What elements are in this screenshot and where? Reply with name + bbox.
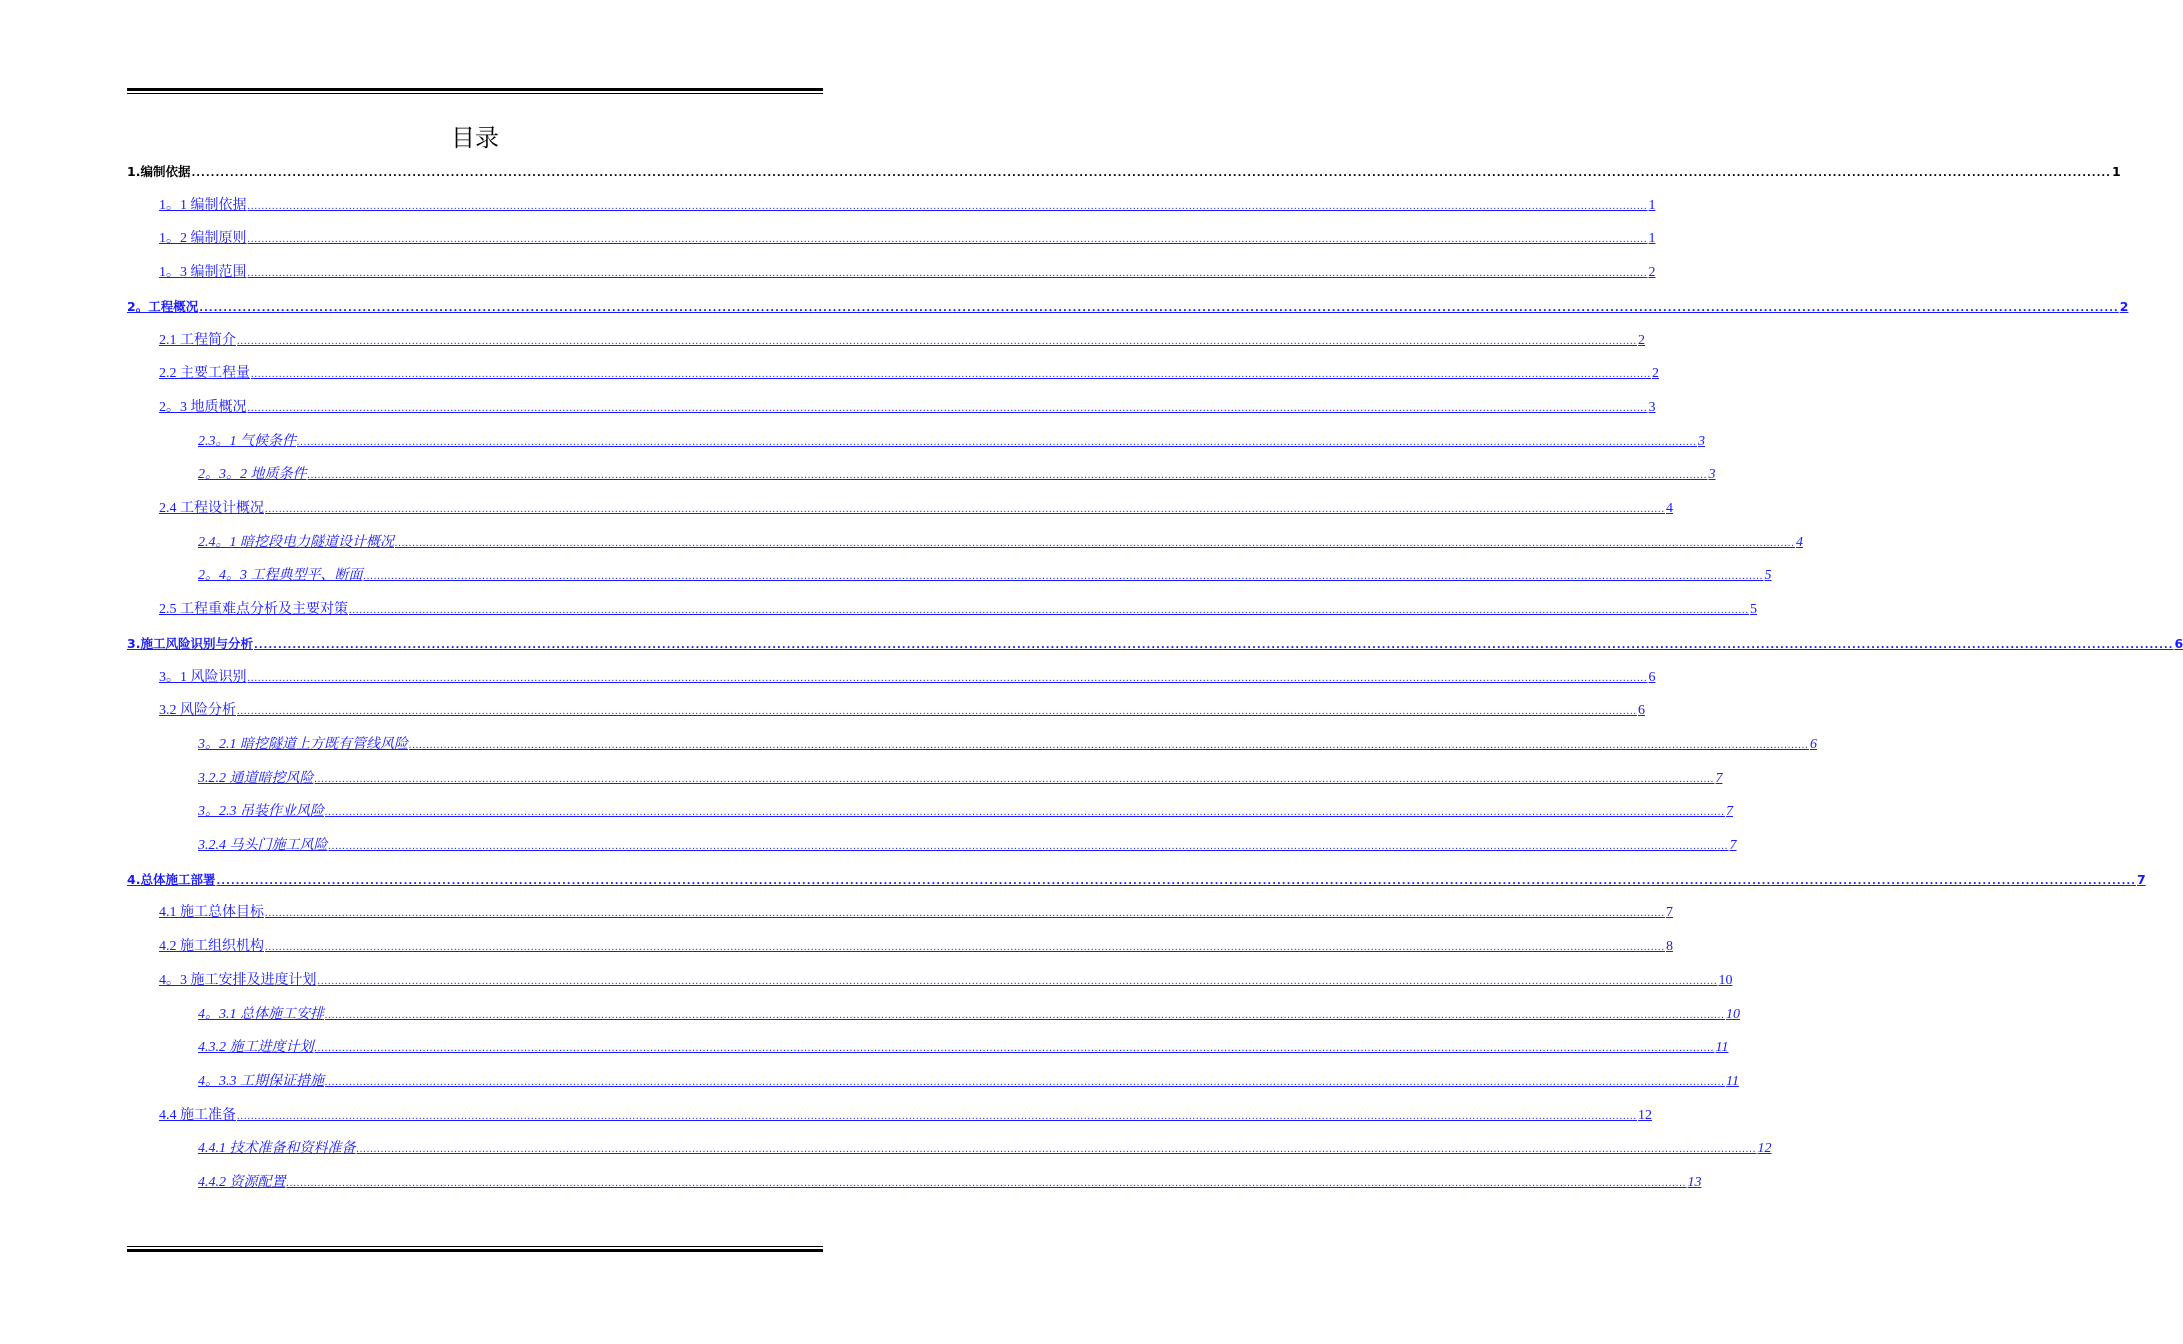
toc-entry[interactable] — [198, 800, 1733, 824]
toc-leader-dots: ................................................................................................................................................................................................................................................................................................................................................................................................................ — [253, 639, 2174, 651]
toc-page-number: 7 — [2136, 871, 2146, 887]
toc-entry-label: 4.2 施工组织机构 — [159, 939, 264, 955]
toc-page-number: 10 — [1726, 1006, 1740, 1022]
toc-entry-label: 2.1 工程简介 — [159, 332, 236, 348]
toc-leader-dots: ................................................................................................................................................................................................................................................................................................................................................................................................................ — [237, 706, 1637, 718]
toc-leader-dots: ................................................................................................................................................................................................................................................................................................................................................................................................................ — [247, 200, 1648, 212]
toc-entry-label: 2.3。1 气候条件 — [198, 433, 296, 449]
toc-entry-label: 3。2.1 暗挖隧道上方既有管线风险 — [198, 736, 408, 752]
toc-entry[interactable] — [159, 362, 1659, 386]
toc-entry[interactable] — [159, 227, 1656, 251]
toc-entry[interactable] — [159, 497, 1673, 521]
toc-leader-dots: ................................................................................................................................................................................................................................................................................................................................................................................................................ — [247, 268, 1648, 280]
toc-page-number: 2 — [1652, 366, 1659, 382]
toc-entry[interactable] — [127, 632, 2183, 656]
toc-entry[interactable] — [198, 767, 1723, 791]
toc-leader-dots: ................................................................................................................................................................................................................................................................................................................................................................................................................ — [216, 875, 2136, 887]
toc-entry-label: 1。1 编制依据 — [159, 197, 247, 213]
toc-entry-label: 1。2 编制原则 — [159, 231, 247, 247]
footer-rule — [127, 1246, 823, 1252]
toc-entry-label: 3.2.2 通道暗挖风险 — [198, 770, 314, 786]
toc-entry-label: 4。3 施工安排及进度计划 — [159, 972, 317, 988]
toc-page-number: 5 — [1750, 602, 1757, 618]
toc-leader-dots: ................................................................................................................................................................................................................................................................................................................................................................................................................ — [297, 436, 1697, 448]
header-rule — [127, 88, 823, 94]
toc-page-number: 4 — [1666, 501, 1673, 516]
toc-leader-dots: ................................................................................................................................................................................................................................................................................................................................................................................................................ — [247, 672, 1648, 684]
toc-entry[interactable] — [198, 1036, 1729, 1060]
toc-leader-dots: ................................................................................................................................................................................................................................................................................................................................................................................................................ — [409, 739, 1809, 751]
toc-leader-dots: ................................................................................................................................................................................................................................................................................................................................................................................................................ — [265, 504, 1665, 515]
toc-leader-dots: ................................................................................................................................................................................................................................................................................................................................................................................................................ — [363, 571, 1764, 583]
toc-leader-dots: ................................................................................................................................................................................................................................................................................................................................................................................................................ — [349, 605, 1749, 617]
toc-page-number: 7 — [1726, 804, 1733, 820]
toc-entry[interactable] — [127, 868, 2146, 892]
toc-leader-dots: ................................................................................................................................................................................................................................................................................................................................................................................................................ — [395, 537, 1795, 549]
toc-entry[interactable] — [198, 834, 1737, 858]
toc-entry-label: 4。3.1 总体施工安排 — [198, 1006, 324, 1022]
toc-entry[interactable] — [159, 666, 1656, 690]
toc-entry-label: 4.1 施工总体目标 — [159, 905, 264, 921]
toc-entry-label: 4。3.3 工期保证措施 — [198, 1073, 324, 1089]
toc-page-number: 6 — [1648, 669, 1656, 685]
toc-entry-label: 2.2 主要工程量 — [159, 366, 250, 382]
toc-entry[interactable] — [198, 733, 1817, 757]
toc-entry[interactable] — [159, 329, 1645, 353]
toc-leader-dots: ................................................................................................................................................................................................................................................................................................................................................................................................................ — [251, 369, 1651, 381]
toc-entry[interactable] — [159, 969, 1733, 993]
page-title: 目录 — [451, 124, 499, 152]
toc-entry-label: 4.3.2 施工进度计划 — [198, 1040, 314, 1056]
toc-leader-dots: ................................................................................................................................................................................................................................................................................................................................................................................................................ — [237, 335, 1637, 347]
toc-entry-label: 4.总体施工部署 — [127, 871, 216, 887]
toc-entry-label: 3。1 风险识别 — [159, 669, 247, 685]
toc-leader-dots: ................................................................................................................................................................................................................................................................................................................................................................................................................ — [325, 1009, 1725, 1021]
toc-page-number: 4 — [1796, 534, 1803, 550]
toc-page-number: 1 — [2111, 164, 2121, 179]
toc-page-number: 6 — [2174, 635, 2183, 651]
toc-entry[interactable] — [198, 1003, 1740, 1027]
toc-page-number: 6 — [1810, 736, 1817, 752]
toc-entry[interactable] — [198, 531, 1803, 555]
toc-entry[interactable] — [159, 261, 1656, 285]
toc-entry-label: 3.2 风险分析 — [159, 703, 236, 719]
toc-leader-dots: ................................................................................................................................................................................................................................................................................................................................................................................................................ — [247, 402, 1648, 414]
toc-entry-label: 2.5 工程重难点分析及主要对策 — [159, 602, 348, 618]
toc-page-number: 2 — [2119, 298, 2129, 314]
toc-entry[interactable] — [198, 1137, 1772, 1161]
toc-page-number: 7 — [1715, 770, 1723, 786]
toc-page-number: 2 — [1648, 265, 1656, 281]
toc-leader-dots: ................................................................................................................................................................................................................................................................................................................................................................................................................ — [314, 773, 1715, 785]
toc-leader-dots: ................................................................................................................................................................................................................................................................................................................................................................................................................ — [265, 908, 1665, 920]
toc-page-number: 11 — [1715, 1040, 1729, 1056]
toc-page-number: 12 — [1757, 1141, 1772, 1157]
toc-entry-label: 4.4 施工准备 — [159, 1107, 236, 1123]
toc-entry[interactable] — [198, 564, 1772, 588]
toc-page-number: 2 — [1638, 332, 1645, 348]
toc-leader-dots: ................................................................................................................................................................................................................................................................................................................................................................................................................ — [328, 841, 1729, 852]
toc-entry[interactable] — [198, 1070, 1739, 1094]
toc-entry-label: 2.4。1 暗挖段电力隧道设计概况 — [198, 534, 394, 550]
toc-page-number: 7 — [1666, 905, 1673, 921]
toc-entry-label: 2。工程概况 — [127, 298, 199, 314]
toc-entry-label: 3.施工风险识别与分析 — [127, 635, 253, 651]
toc-entry-label: 3.2.4 马头门施工风险 — [198, 838, 328, 853]
toc-entry[interactable] — [159, 935, 1673, 959]
toc-leader-dots: ................................................................................................................................................................................................................................................................................................................................................................................................................ — [356, 1144, 1757, 1156]
toc-leader-dots: ................................................................................................................................................................................................................................................................................................................................................................................................................ — [247, 234, 1648, 246]
toc-page-number: 1 — [1648, 231, 1656, 247]
toc-entry-label: 4.4.2 资源配置 — [198, 1175, 286, 1190]
toc-page-number: 5 — [1764, 568, 1772, 584]
toc-entry-label: 2.4 工程设计概况 — [159, 501, 264, 516]
toc-page-number: 1 — [1648, 197, 1656, 213]
toc-page-number: 3 — [1698, 433, 1705, 449]
toc-entry-label: 4.4.1 技术准备和资料准备 — [198, 1141, 356, 1157]
toc-entry-label: 3。2.3 吊装作业风险 — [198, 804, 324, 820]
toc-page-number: 10 — [1718, 972, 1733, 988]
toc-leader-dots: ................................................................................................................................................................................................................................................................................................................................................................................................................ — [199, 302, 2119, 314]
toc-entry[interactable] — [198, 463, 1716, 487]
toc-entry[interactable] — [127, 160, 2121, 184]
toc-leader-dots: ................................................................................................................................................................................................................................................................................................................................................................................................................ — [191, 168, 2111, 179]
toc-entry-label: 1.编制依据 — [127, 164, 191, 179]
toc-entry-label: 1。3 编制范围 — [159, 265, 247, 281]
toc-entry[interactable] — [159, 598, 1757, 622]
toc-page-number: 3 — [1708, 467, 1716, 483]
toc-entry[interactable] — [159, 194, 1656, 218]
toc-leader-dots: ................................................................................................................................................................................................................................................................................................................................................................................................................ — [265, 942, 1665, 954]
toc-entry[interactable] — [159, 699, 1645, 723]
toc-leader-dots: ................................................................................................................................................................................................................................................................................................................................................................................................................ — [286, 1178, 1687, 1189]
toc-entry-label: 2。3 地质概况 — [159, 399, 247, 415]
toc-entry[interactable] — [127, 295, 2129, 319]
toc-leader-dots: ................................................................................................................................................................................................................................................................................................................................................................................................................ — [307, 470, 1708, 482]
toc-entry[interactable] — [159, 396, 1656, 420]
toc-entry[interactable] — [198, 430, 1705, 454]
toc-leader-dots: ................................................................................................................................................................................................................................................................................................................................................................................................................ — [237, 1110, 1637, 1122]
toc-entry-label: 2。4。3 工程典型平、断面 — [198, 568, 363, 584]
toc-leader-dots: ................................................................................................................................................................................................................................................................................................................................................................................................................ — [325, 807, 1725, 819]
toc-page-number: 12 — [1638, 1107, 1652, 1123]
toc-leader-dots: ................................................................................................................................................................................................................................................................................................................................................................................................................ — [325, 1076, 1725, 1088]
toc-page-number: 11 — [1726, 1073, 1739, 1089]
toc-page-number: 7 — [1729, 838, 1737, 853]
toc-page-number: 8 — [1666, 939, 1673, 955]
toc-leader-dots: ................................................................................................................................................................................................................................................................................................................................................................................................................ — [314, 1043, 1715, 1055]
toc-entry[interactable] — [159, 901, 1673, 925]
toc-leader-dots: ................................................................................................................................................................................................................................................................................................................................................................................................................ — [317, 975, 1718, 987]
toc-entry-label: 2。3。2 地质条件 — [198, 467, 307, 483]
toc-page-number: 6 — [1638, 703, 1645, 719]
toc-entry[interactable] — [198, 1171, 1702, 1195]
toc-page-number: 13 — [1687, 1175, 1702, 1190]
toc-entry[interactable] — [159, 1104, 1652, 1128]
toc-page-number: 3 — [1648, 399, 1656, 415]
